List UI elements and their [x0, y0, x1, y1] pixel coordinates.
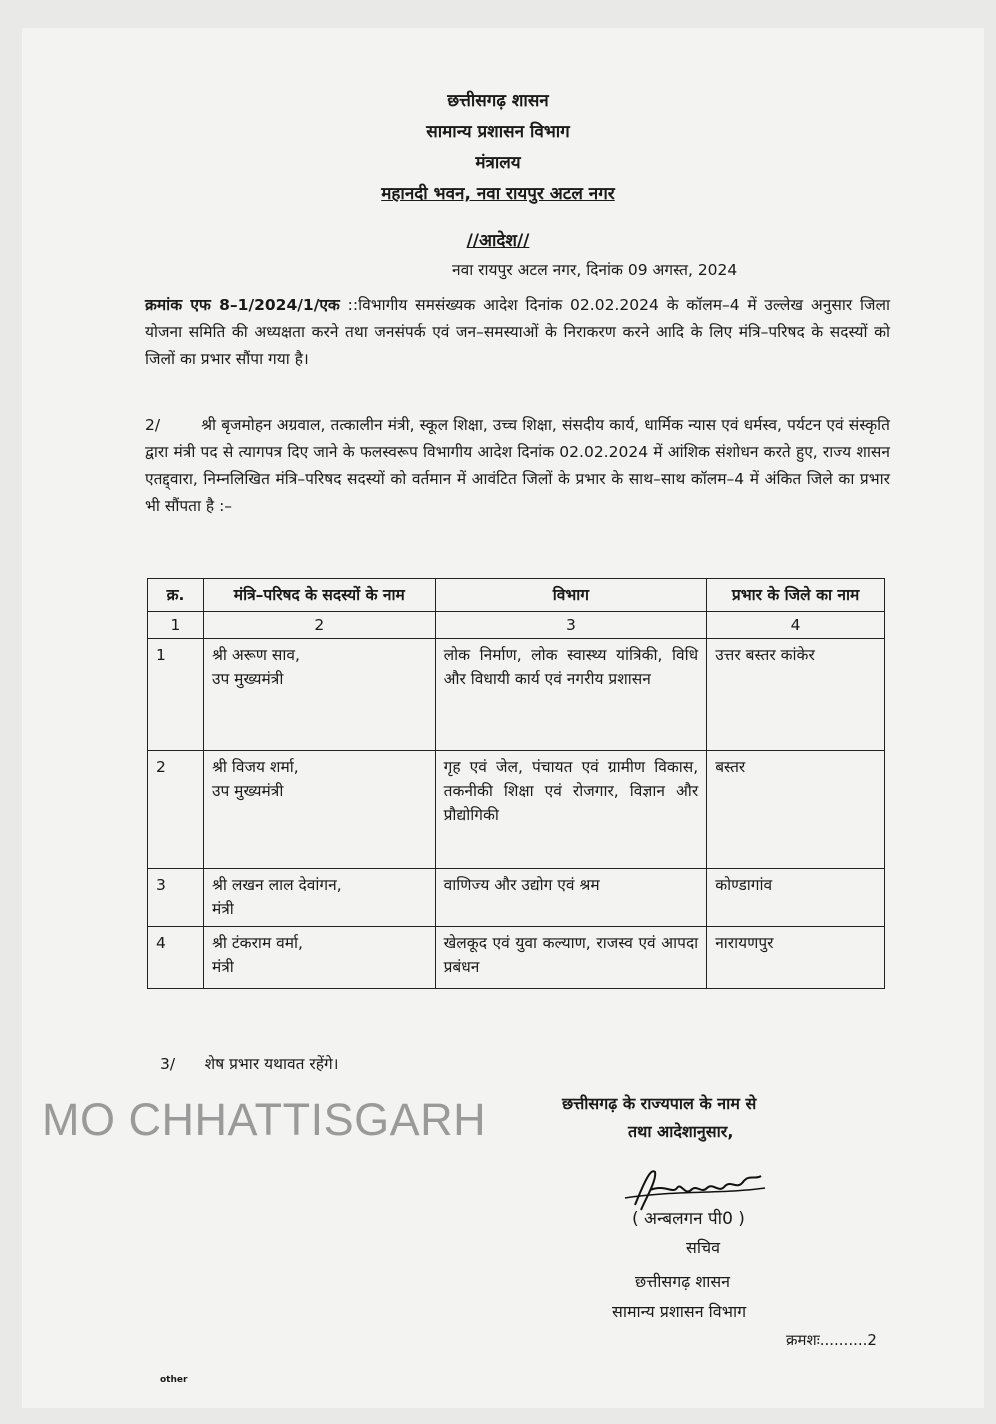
order-title: //आदेश//	[466, 231, 530, 251]
member-name: श्री टंकराम वर्मा,	[211, 934, 303, 952]
row-district: नारायणपुर	[707, 927, 885, 989]
officer-name: ( अन्बलगन पी0 )	[632, 1209, 745, 1229]
member-post: उप मुख्यमंत्री	[211, 782, 284, 800]
row-serial: 1	[148, 639, 204, 751]
row-district: बस्तर	[707, 751, 885, 869]
member-post: उप मुख्यमंत्री	[211, 670, 284, 688]
member-post: मंत्री	[211, 900, 234, 918]
place-date: नवा रायपुर अटल नगर, दिनांक 09 अगस्त, 2024	[452, 261, 738, 279]
order-reference: क्रमांक एफ 8–1/2024/1/एक	[145, 296, 340, 314]
member-name: श्री अरूण साव,	[211, 646, 300, 664]
continued-marker: क्रमशः..........2	[786, 1331, 877, 1349]
paragraph-3	[160, 1052, 339, 1074]
paragraph-1	[145, 292, 890, 373]
table-row	[148, 927, 885, 989]
paragraph-3-text: शेष प्रभार यथावत रहेंगे।	[204, 1055, 339, 1073]
order-line: तथा आदेशानुसार,	[628, 1122, 734, 1141]
paragraph-2	[145, 412, 890, 520]
member-post: मंत्री	[211, 958, 234, 976]
paragraph-3-number: 3/	[160, 1055, 176, 1073]
row-serial: 4	[148, 927, 204, 989]
table-number-row	[148, 612, 885, 639]
signature-org-2: सामान्य प्रशासन विभाग	[612, 1302, 747, 1321]
officer-designation: सचिव	[686, 1238, 721, 1257]
row-member	[203, 751, 435, 869]
ministers-table	[147, 578, 885, 989]
row-serial: 3	[148, 869, 204, 927]
row-member	[203, 639, 435, 751]
member-name: श्री लखन लाल देवांगन,	[211, 876, 342, 894]
address: महानदी भवन, नवा रायपुर अटल नगर	[381, 184, 615, 204]
table-header-row	[148, 579, 885, 612]
table-row	[148, 751, 885, 869]
col-header-serial: क्र.	[148, 579, 204, 612]
col-number: 1	[148, 612, 204, 639]
row-member	[203, 927, 435, 989]
row-department: वाणिज्य और उद्योग एवं श्रम	[435, 869, 707, 927]
department-name: सामान्य प्रशासन विभाग	[426, 122, 570, 142]
row-serial: 2	[148, 751, 204, 869]
col-header-district: प्रभार के जिले का नाम	[707, 579, 885, 612]
table-row	[148, 869, 885, 927]
row-department: खेलकूद एवं युवा कल्याण, राजस्व एवं आपदा प्रबंधन	[435, 927, 707, 989]
signature-org-1: छत्तीसगढ़ शासन	[635, 1272, 731, 1291]
col-header-name: मंत्रि–परिषद के सदस्यों के नाम	[203, 579, 435, 612]
paragraph-2-number: 2/	[145, 416, 161, 434]
row-district: उत्तर बस्तर कांकेर	[707, 639, 885, 751]
watermark: MO CHHATTISGARH	[42, 1094, 487, 1145]
member-name: श्री विजय शर्मा,	[211, 758, 299, 776]
row-department: गृह एवं जेल, पंचायत एवं ग्रामीण विकास, तकनीकी शिक्षा एवं रोजगार, विज्ञान और प्रौद्योगिकी	[435, 751, 707, 869]
govt-name: छत्तीसगढ़ शासन	[447, 91, 549, 111]
col-number: 4	[707, 612, 885, 639]
paragraph-2-text: श्री बृजमोहन अग्रवाल, तत्कालीन मंत्री, स्कूल शिक्षा, उच्च शिक्षा, संसदीय कार्य, धार्मिक न्यास एवं धर्मस्व, पर्यटन एवं संस्कृति द्वारा मंत्री पद से त्यागपत्र दिए जाने के फलस्वरूप विभागीय आदेश दिनांक 02.02.2024 में आंशिक संशोधन करते हुए, राज्य शासन एतद्द्वारा, निम्नलिखित मंत्रि–परिषद सदस्यों को वर्तमान में आवंटित जिलों के प्रभार के साथ–साथ कॉलम–4 में अंकित जिले का प्रभार भी सौंपता है :–	[145, 416, 890, 515]
col-number: 2	[203, 612, 435, 639]
col-header-department: विभाग	[435, 579, 707, 612]
paragraph-1-text: ::विभागीय समसंख्यक आदेश दिनांक 02.02.2024 के कॉलम–4 में उल्लेख अनुसार जिला योजना समिति की अध्यक्षता करने तथा जनसंपर्क एवं जन–समस्याओं के निराकरण करने आदि के लिए मंत्रि–परिषद के सदस्यों को जिलों का प्रभार सौंपा गया है।	[145, 296, 890, 368]
table-row	[148, 639, 885, 751]
row-district: कोण्डागांव	[707, 869, 885, 927]
row-member	[203, 869, 435, 927]
authority-line: छत्तीसगढ़ के राज्यपाल के नाम से	[562, 1094, 757, 1113]
footer-note: other	[160, 1375, 188, 1385]
ministry-label: मंत्रालय	[475, 153, 521, 173]
row-department: लोक निर्माण, लोक स्वास्थ्य यांत्रिकी, विधि और विधायी कार्य एवं नगरीय प्रशासन	[435, 639, 707, 751]
col-number: 3	[435, 612, 707, 639]
